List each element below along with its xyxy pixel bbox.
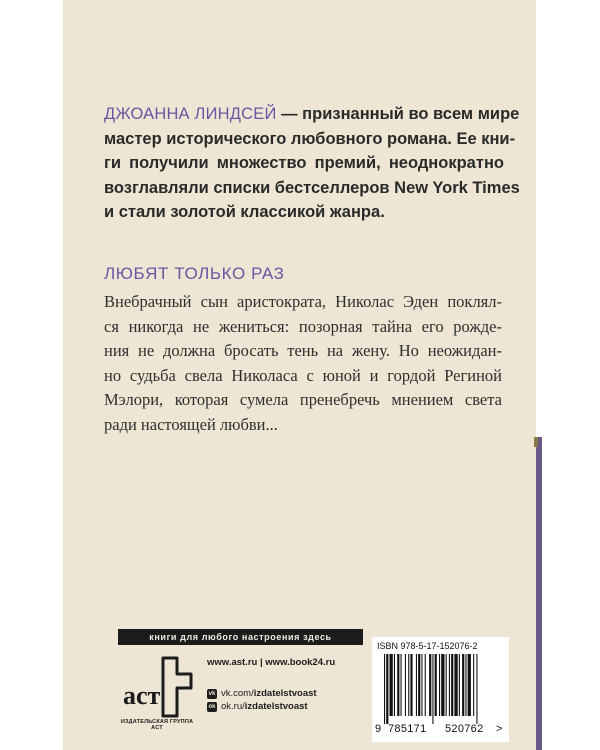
author-bio-line-4: возглавляли списки бестселлеров New York Times: [104, 178, 520, 197]
blurb-line: Мэлори, которая сумела пренебречь мнением света: [104, 390, 502, 409]
barcode-icon: [376, 654, 505, 724]
spine-strip: [536, 437, 542, 750]
logo-caption: ИЗДАТЕЛЬСКАЯ ГРУППА АСТ: [120, 719, 194, 731]
book-blurb: [104, 290, 502, 437]
author-bio-line-3: ги получили множество премий, неоднократно: [104, 154, 504, 172]
ok-link[interactable]: [207, 701, 308, 712]
blurb-line: ради настоящей любви...: [104, 414, 278, 434]
barcode-digits-right: 520762: [445, 723, 484, 735]
logo-text: аст: [123, 681, 161, 710]
ast-logo: [117, 654, 195, 726]
blurb-line: ния не должна бросать тень на жену. Но неожидан-: [104, 341, 502, 360]
ok-handle: izdatelstvoast: [244, 701, 308, 712]
publisher-websites[interactable]: www.ast.ru | www.book24.ru: [207, 657, 336, 668]
barcode-panel: [372, 637, 509, 742]
spine-tick: [534, 437, 538, 447]
publisher-tagline: книги для любого настроения здесь: [118, 629, 363, 645]
barcode-digits-left: 785171: [388, 723, 427, 735]
blurb-line: Внебрачный сын аристократа, Николас Эден поклял-: [104, 292, 502, 311]
ok-icon: ok: [208, 703, 216, 710]
vk-link[interactable]: [207, 688, 317, 699]
isbn-number: ISBN 978-5-17-152076-2: [377, 641, 478, 651]
vk-icon: vk: [208, 690, 216, 697]
author-name: ДЖОАННА ЛИНДСЕЙ: [104, 105, 277, 123]
blurb-line: но судьба свела Николаса с юной и гордой Региной: [104, 365, 502, 385]
author-bio-line-5: и стали золотой классикой жанра.: [104, 203, 385, 221]
barcode-digit-lead: 9: [375, 723, 382, 735]
author-bio: [104, 102, 520, 225]
vk-prefix: vk.com/: [221, 688, 254, 699]
barcode-digit-tail: >: [496, 723, 503, 735]
book-title: ЛЮБЯТ ТОЛЬКО РАЗ: [104, 264, 285, 283]
ok-prefix: ok.ru/: [221, 701, 245, 712]
vk-handle: izdatelstvoast: [253, 688, 317, 699]
blurb-line: ся никогда не жениться: позорная тайна его рожде-: [104, 316, 502, 336]
author-bio-line-1: — признанный во всем мире: [276, 105, 520, 123]
author-bio-line-2: мастер исторического любовного романа. Ее кни-: [104, 129, 516, 148]
